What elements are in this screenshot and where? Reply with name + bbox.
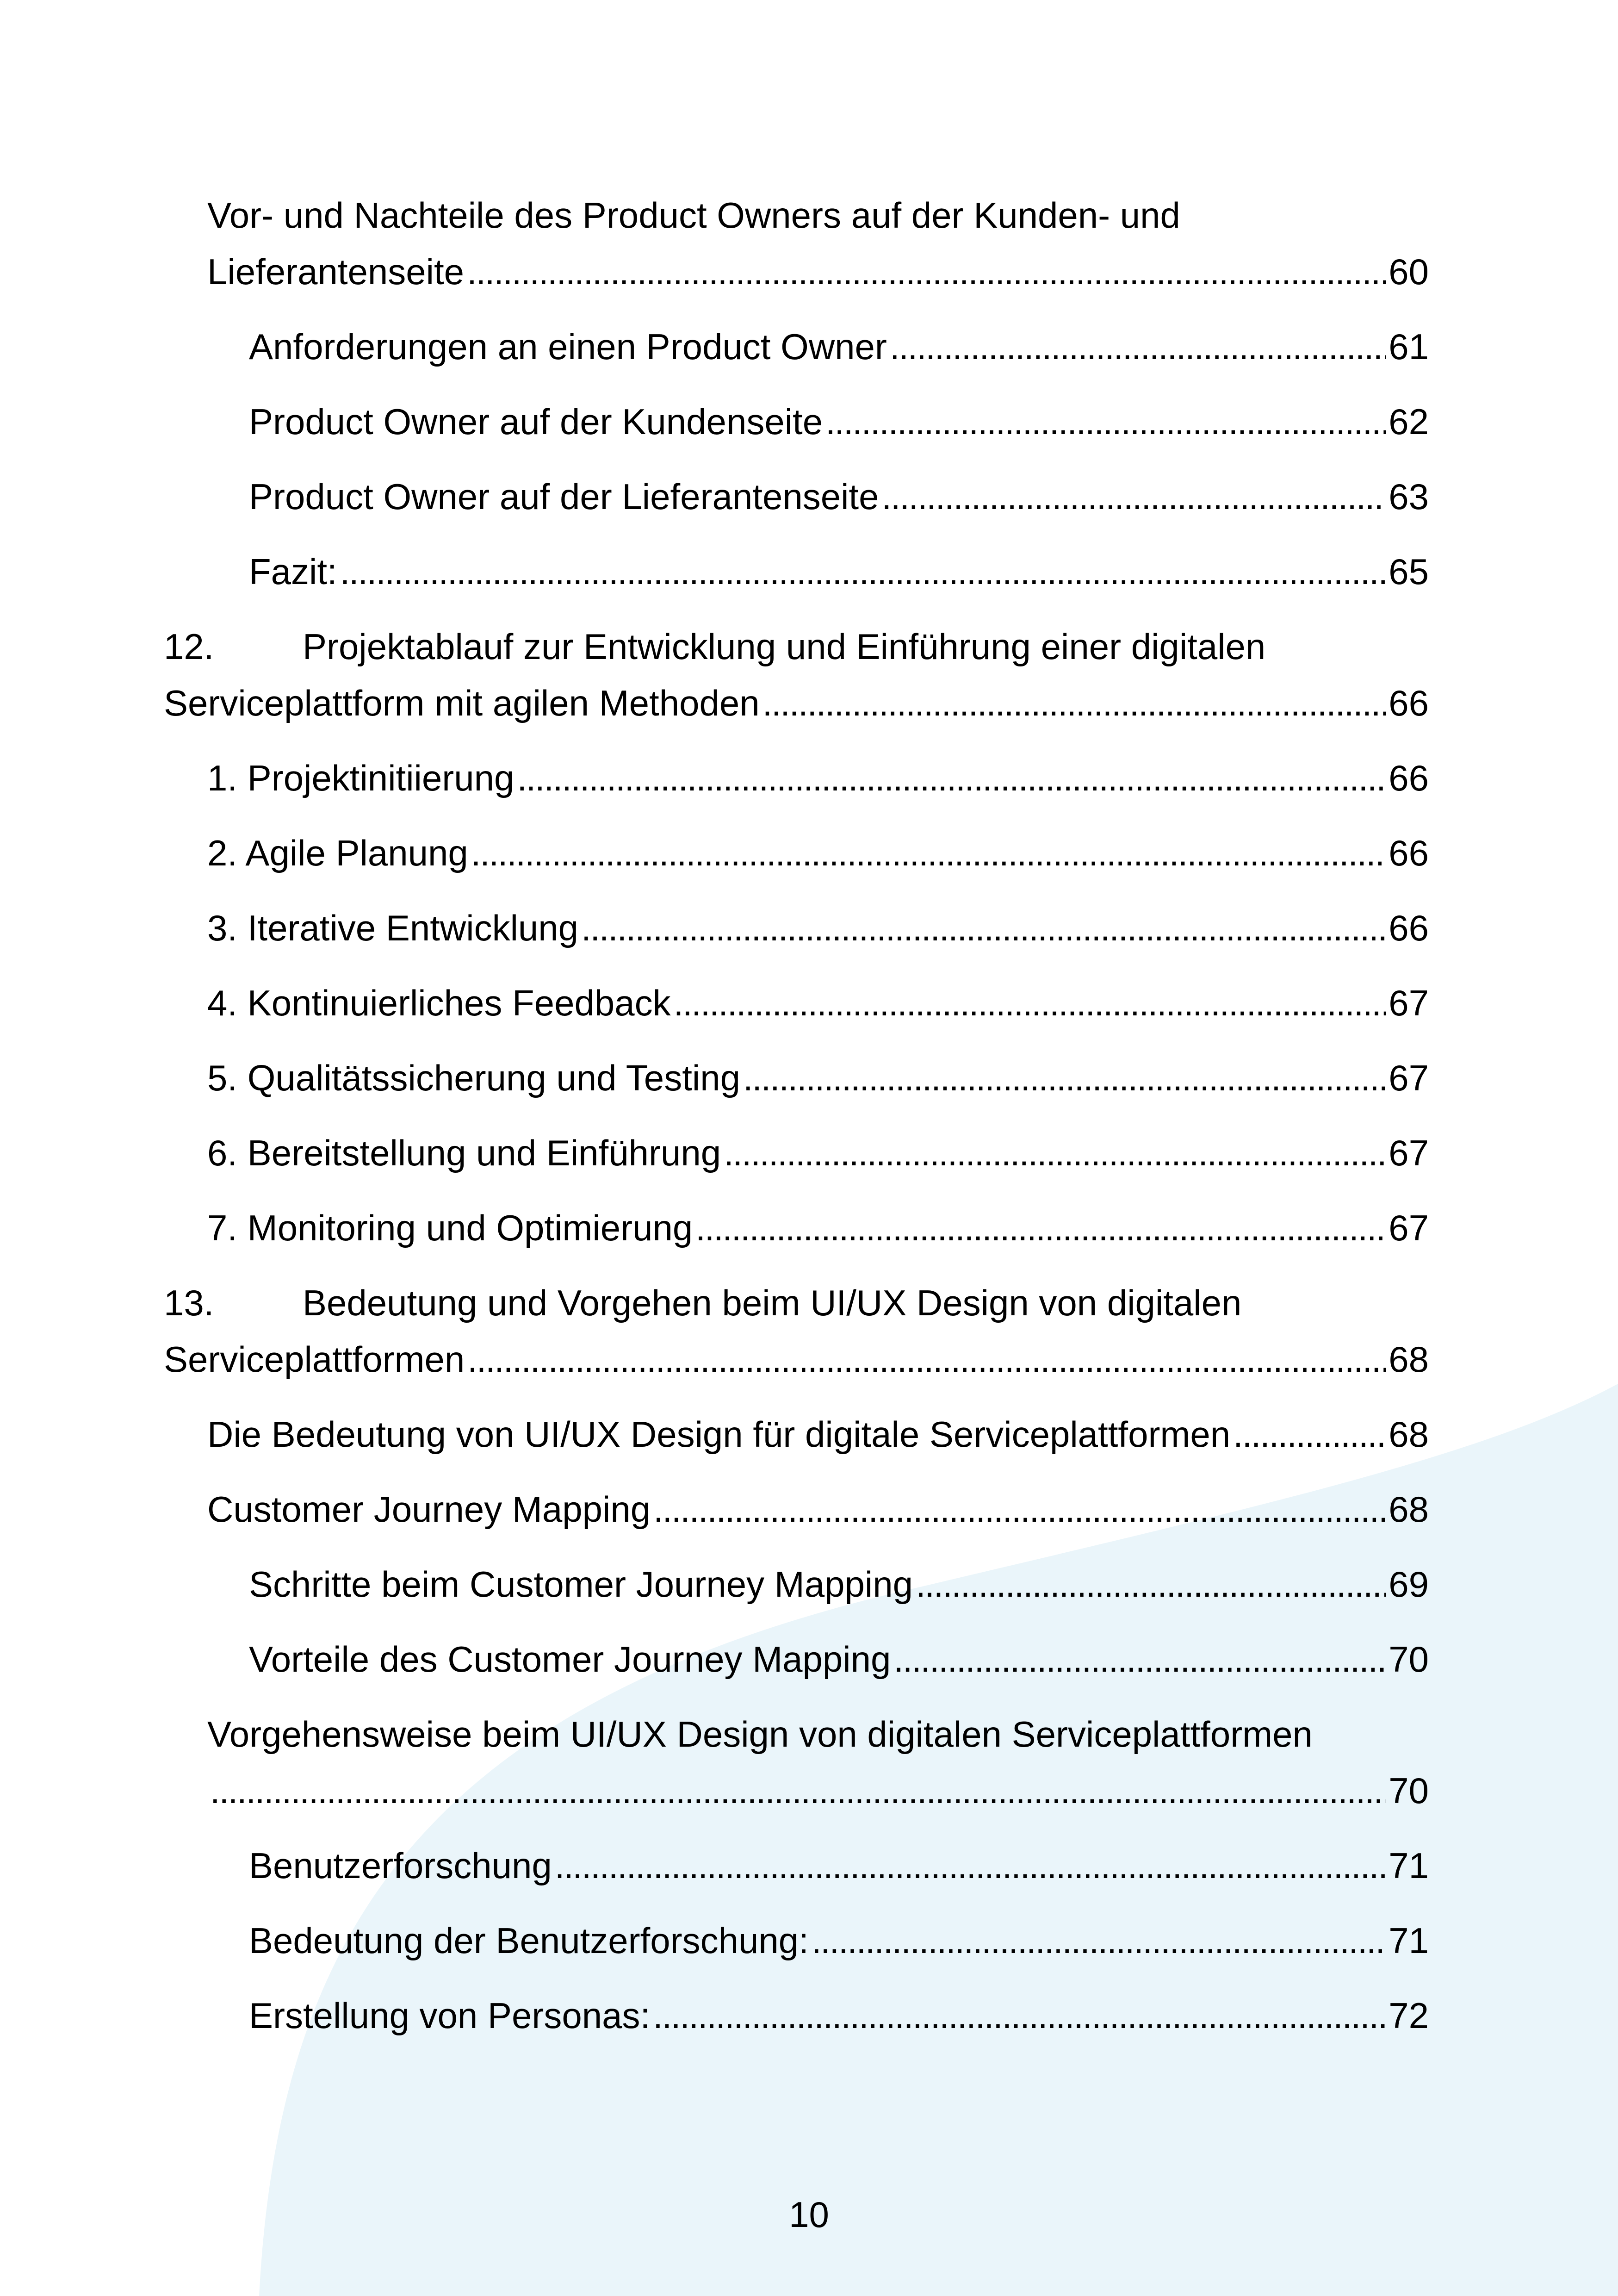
toc-entry[interactable]: [207, 750, 1429, 806]
toc-page-number: 67: [1389, 1058, 1429, 1098]
toc-entry[interactable]: [207, 825, 1429, 881]
toc-page-number: 67: [1389, 983, 1429, 1023]
toc-entry-text: Anforderungen an einen Product Owner: [249, 326, 887, 367]
toc-page-number: 70: [1389, 1770, 1429, 1811]
toc-entry-text: Customer Journey Mapping: [207, 1489, 651, 1530]
toc-entry[interactable]: [207, 975, 1429, 1031]
toc-leader-dots: [743, 1050, 1386, 1106]
toc-leader-dots: [893, 1631, 1386, 1687]
toc-chapter-number: 13.: [164, 1282, 214, 1323]
toc-leader-dots: [517, 750, 1386, 806]
toc-leader-dots: [467, 243, 1386, 300]
toc-entry[interactable]: [207, 900, 1429, 956]
toc-entry[interactable]: [207, 1706, 1429, 1819]
toc-entry[interactable]: [249, 1556, 1429, 1612]
toc-entry[interactable]: [249, 468, 1429, 525]
toc-page-number: 63: [1389, 476, 1429, 517]
toc-leader-dots: [674, 975, 1386, 1031]
toc-page-number: 71: [1389, 1920, 1429, 1961]
toc-chapter-number: 12.: [164, 626, 214, 667]
toc-entry-text: Product Owner auf der Lieferantenseite: [249, 476, 879, 517]
toc-entry[interactable]: [207, 1125, 1429, 1181]
toc-entry-text: 1. Projektinitiierung: [207, 758, 515, 798]
toc-entry[interactable]: [207, 1406, 1429, 1462]
toc-leader-dots: [881, 468, 1386, 525]
toc-entry-text: Lieferantenseite: [207, 251, 465, 292]
toc-entry[interactable]: [249, 543, 1429, 600]
toc-page-number: 60: [1389, 251, 1429, 292]
toc-entry-text: Vorteile des Customer Journey Mapping: [249, 1639, 891, 1680]
toc-leader-dots: [467, 1331, 1386, 1388]
toc-leader-dots: [210, 1762, 1386, 1819]
toc-leader-dots: [724, 1125, 1386, 1181]
toc-entry[interactable]: [249, 1837, 1429, 1894]
toc-entry-text: 5. Qualitätssicherung und Testing: [207, 1058, 740, 1098]
toc-page-number: 70: [1389, 1639, 1429, 1680]
toc-page-number: 66: [1389, 833, 1429, 873]
toc-page-number: 66: [1389, 908, 1429, 948]
toc-entry-text: Vorgehensweise beim UI/UX Design von digitalen Serviceplattformen: [207, 1714, 1313, 1755]
toc-entry-text: Benutzerforschung: [249, 1845, 552, 1886]
toc-page-number: 66: [1389, 758, 1429, 798]
toc-entry[interactable]: [207, 187, 1429, 300]
toc-entry-text: Fazit:: [249, 551, 337, 592]
toc-leader-dots: [812, 1912, 1386, 1969]
page-number: 10: [789, 2194, 829, 2235]
toc-leader-dots: [653, 1987, 1386, 2044]
toc-entry[interactable]: [249, 1912, 1429, 1969]
toc-entry[interactable]: [207, 1481, 1429, 1537]
toc-page-number: 61: [1389, 326, 1429, 367]
toc-leader-dots: [653, 1481, 1386, 1537]
toc-leader-dots: [825, 393, 1386, 450]
toc-entry-text: Projektablauf zur Entwicklung und Einführung einer digitalen: [303, 626, 1266, 667]
toc-leader-dots: [340, 543, 1386, 600]
toc-page-number: 68: [1389, 1414, 1429, 1455]
toc-entry[interactable]: [249, 318, 1429, 375]
toc-entry-text: 4. Kontinuierliches Feedback: [207, 983, 671, 1023]
toc-entry-text: Serviceplattformen: [164, 1339, 465, 1380]
toc-page-number: 72: [1389, 1995, 1429, 2036]
toc-entry-text: Product Owner auf der Kundenseite: [249, 401, 823, 442]
toc-entry-text: Bedeutung und Vorgehen beim UI/UX Design von digitalen: [303, 1282, 1242, 1323]
toc-entry-text: Bedeutung der Benutzerforschung:: [249, 1920, 809, 1961]
toc-entry-text: 7. Monitoring und Optimierung: [207, 1207, 693, 1248]
toc-page-number: 68: [1389, 1489, 1429, 1530]
toc-page-number: 62: [1389, 401, 1429, 442]
toc-entry-text: Serviceplattform mit agilen Methoden: [164, 683, 760, 723]
toc-entry[interactable]: [249, 393, 1429, 450]
toc-entry-text: Schritte beim Customer Journey Mapping: [249, 1564, 913, 1605]
toc-entry-text: Vor- und Nachteile des Product Owners auf der Kunden- und: [207, 195, 1180, 236]
toc-entry-text: Die Bedeutung von UI/UX Design für digitale Serviceplattformen: [207, 1414, 1231, 1455]
toc-entry[interactable]: [207, 1200, 1429, 1256]
toc-page-number: 71: [1389, 1845, 1429, 1886]
toc-leader-dots: [916, 1556, 1386, 1612]
toc-leader-dots: [695, 1200, 1386, 1256]
toc-entry-text: 6. Bereitstellung und Einführung: [207, 1132, 721, 1173]
toc-leader-dots: [1233, 1406, 1386, 1462]
toc-leader-dots: [890, 318, 1386, 375]
toc-page-number: 67: [1389, 1132, 1429, 1173]
toc-entry[interactable]: [249, 1987, 1429, 2044]
toc-page-number: 67: [1389, 1207, 1429, 1248]
toc-entry[interactable]: [207, 1050, 1429, 1106]
toc-entry[interactable]: [249, 1631, 1429, 1687]
toc-entry-text: 3. Iterative Entwicklung: [207, 908, 579, 948]
toc-chapter-entry[interactable]: [164, 1275, 1429, 1388]
toc-page-number: 68: [1389, 1339, 1429, 1380]
toc-leader-dots: [581, 900, 1386, 956]
toc-page-number: 65: [1389, 551, 1429, 592]
toc-leader-dots: [763, 675, 1386, 731]
toc-chapter-entry[interactable]: [164, 618, 1429, 731]
toc-leader-dots: [471, 825, 1386, 881]
toc-entry-text: Erstellung von Personas:: [249, 1995, 651, 2036]
toc-leader-dots: [555, 1837, 1386, 1894]
toc-page-number: 69: [1389, 1564, 1429, 1605]
toc-page-number: 66: [1389, 683, 1429, 723]
toc-entry-text: 2. Agile Planung: [207, 833, 468, 873]
